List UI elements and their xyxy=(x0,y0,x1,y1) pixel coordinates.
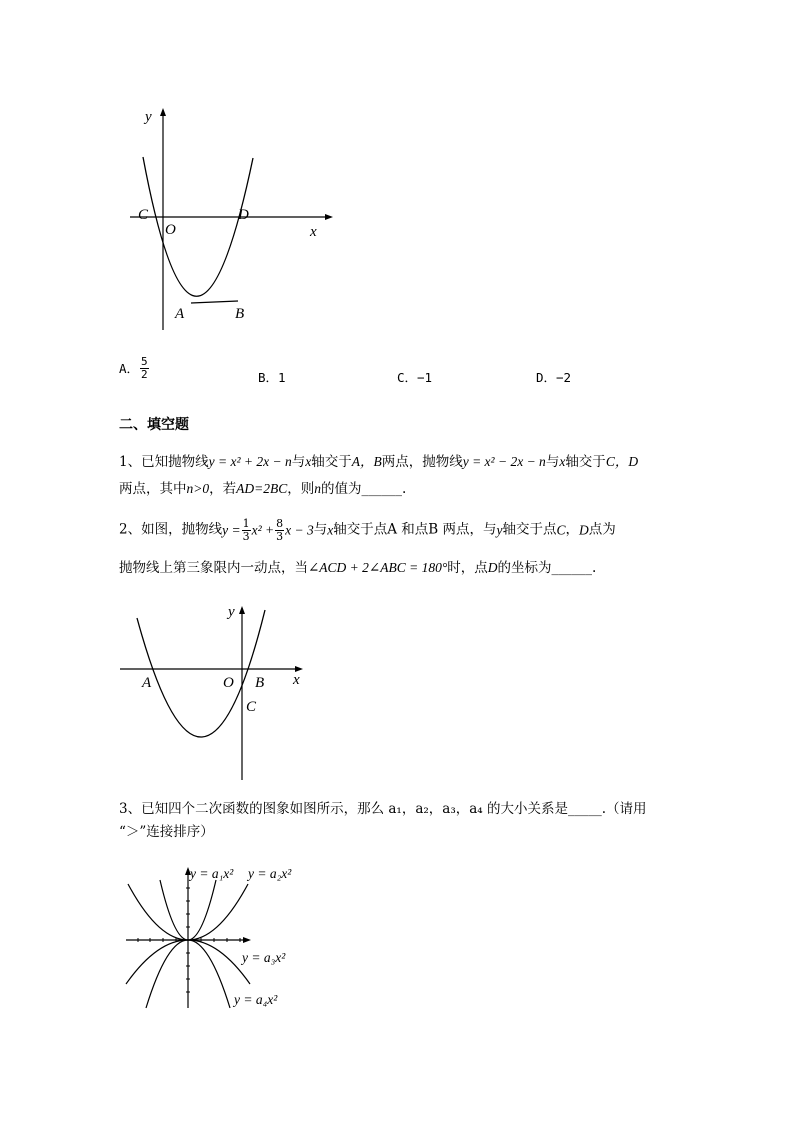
q1-num: 1、 xyxy=(119,454,142,470)
option-c: C．−1 xyxy=(397,370,433,385)
label-a: A xyxy=(175,306,185,322)
y-axis-arrow xyxy=(160,108,166,116)
label-a: A xyxy=(142,675,152,691)
q2-line2b: 时，点 xyxy=(447,560,488,576)
question-2-line-2 xyxy=(119,561,596,576)
q2-fraction-2 xyxy=(275,518,284,542)
q2-line2c: D xyxy=(487,560,498,575)
parabola-curve xyxy=(137,610,265,737)
q2-angle: ∠ACD + 2∠ABC = 180° xyxy=(308,560,448,575)
label-o: O xyxy=(223,675,234,691)
q2-t7: ， xyxy=(565,521,579,538)
q2-t4: y xyxy=(496,522,503,538)
q1-t17: 的值为______. xyxy=(320,481,407,497)
q1-t9: 轴交于 xyxy=(565,454,606,470)
q2-t2: x xyxy=(327,522,334,538)
q2-t8: D xyxy=(579,522,589,538)
q1-t14: AD=2BC xyxy=(236,481,288,496)
label-x: x xyxy=(310,224,317,240)
q2-fraction-1-den: 3 xyxy=(242,529,250,543)
question-1-line-1 xyxy=(119,455,638,470)
q2-fraction-1-num: 1 xyxy=(242,517,250,530)
figure-parabola-cd xyxy=(125,105,345,335)
label-a1: y = a₁x² xyxy=(190,866,234,881)
q1-equation-2: y = x² − 2x − n xyxy=(462,454,546,469)
q2-fraction-2-den: 3 xyxy=(276,529,284,543)
figure-four-parabolas xyxy=(120,858,310,1016)
q1-t13: ，若 xyxy=(209,481,237,497)
x-axis-arrow xyxy=(243,937,251,943)
q2-line2d: 的坐标为______. xyxy=(497,560,597,576)
q1-t1: 已知抛物线 xyxy=(141,454,209,470)
section-title: 二、填空题 xyxy=(119,417,189,433)
q2-t9: 点为 xyxy=(588,521,616,538)
label-c: C xyxy=(246,699,257,715)
q2-eq-post: x − 3 xyxy=(285,522,314,538)
option-a xyxy=(119,356,150,380)
y-axis-arrow xyxy=(239,606,245,614)
q1-t16: n xyxy=(314,481,321,496)
q1-t12: n>0 xyxy=(186,481,210,496)
label-d: D xyxy=(238,207,249,223)
label-b: B xyxy=(235,306,245,322)
label-o: O xyxy=(165,222,176,238)
question-3-line-2: “＞”连接排序） xyxy=(119,824,214,840)
question-1-line-2 xyxy=(119,482,406,497)
q1-t10: C，D xyxy=(605,454,639,469)
label-b: B xyxy=(255,675,265,691)
option-a-numerator: 5 xyxy=(141,355,148,368)
label-y: y xyxy=(145,109,152,125)
label-y: y xyxy=(228,604,235,620)
option-a-denominator: 2 xyxy=(141,367,148,381)
q2-t3: 轴交于点A 和点B 两点，与 xyxy=(333,521,497,538)
q2-fraction-1 xyxy=(242,518,251,542)
label-a3: y = a₃x² xyxy=(242,950,286,965)
q1-t2: 与 xyxy=(291,454,306,470)
q2-t1: 与 xyxy=(313,521,328,538)
q2-t5: 轴交于点 xyxy=(502,521,557,538)
q1-t6: 两点，抛物线 xyxy=(381,454,463,470)
q1-equation-1: y = x² + 2x − n xyxy=(208,454,292,469)
q1-t15: ，则 xyxy=(287,481,315,497)
q1-t5: A，B xyxy=(351,454,382,469)
q1-t4: 轴交于 xyxy=(311,454,352,470)
q2-line2a: 抛物线上第三象限内一动点，当 xyxy=(119,560,308,576)
label-c: C xyxy=(138,207,149,223)
q2-t6: C xyxy=(556,522,566,538)
figure-parabola-abc xyxy=(115,600,315,785)
q2-fraction-2-num: 8 xyxy=(276,517,284,530)
tangent-ab xyxy=(191,301,238,303)
label-x: x xyxy=(293,672,300,688)
option-a-fraction xyxy=(140,356,149,380)
q1-t7: 与 xyxy=(545,454,560,470)
parabola-curve xyxy=(143,157,253,296)
q2-eq-pre: y = xyxy=(222,522,241,538)
question-2-line-1 xyxy=(119,518,616,542)
q1-t11: 两点，其中 xyxy=(119,481,187,497)
label-a2: y = a₂x² xyxy=(248,866,292,881)
question-3-line-1: 3、已知四个二次函数的图象如图所示，那么 a₁，a₂，a₃，a₄ 的大小关系是_____.（请用 xyxy=(119,801,647,817)
x-axis-arrow xyxy=(325,214,333,220)
label-a4: y = a₄x² xyxy=(234,992,278,1007)
q2-num: 2、如图，抛物线 xyxy=(119,521,223,538)
option-d: D．−2 xyxy=(536,370,572,385)
q1-t8: x xyxy=(559,454,566,469)
q2-eq-mid: x² + xyxy=(251,522,275,538)
option-b: B．1 xyxy=(258,370,286,385)
q1-t3: x xyxy=(305,454,312,469)
option-a-prefix: A． xyxy=(119,361,140,377)
